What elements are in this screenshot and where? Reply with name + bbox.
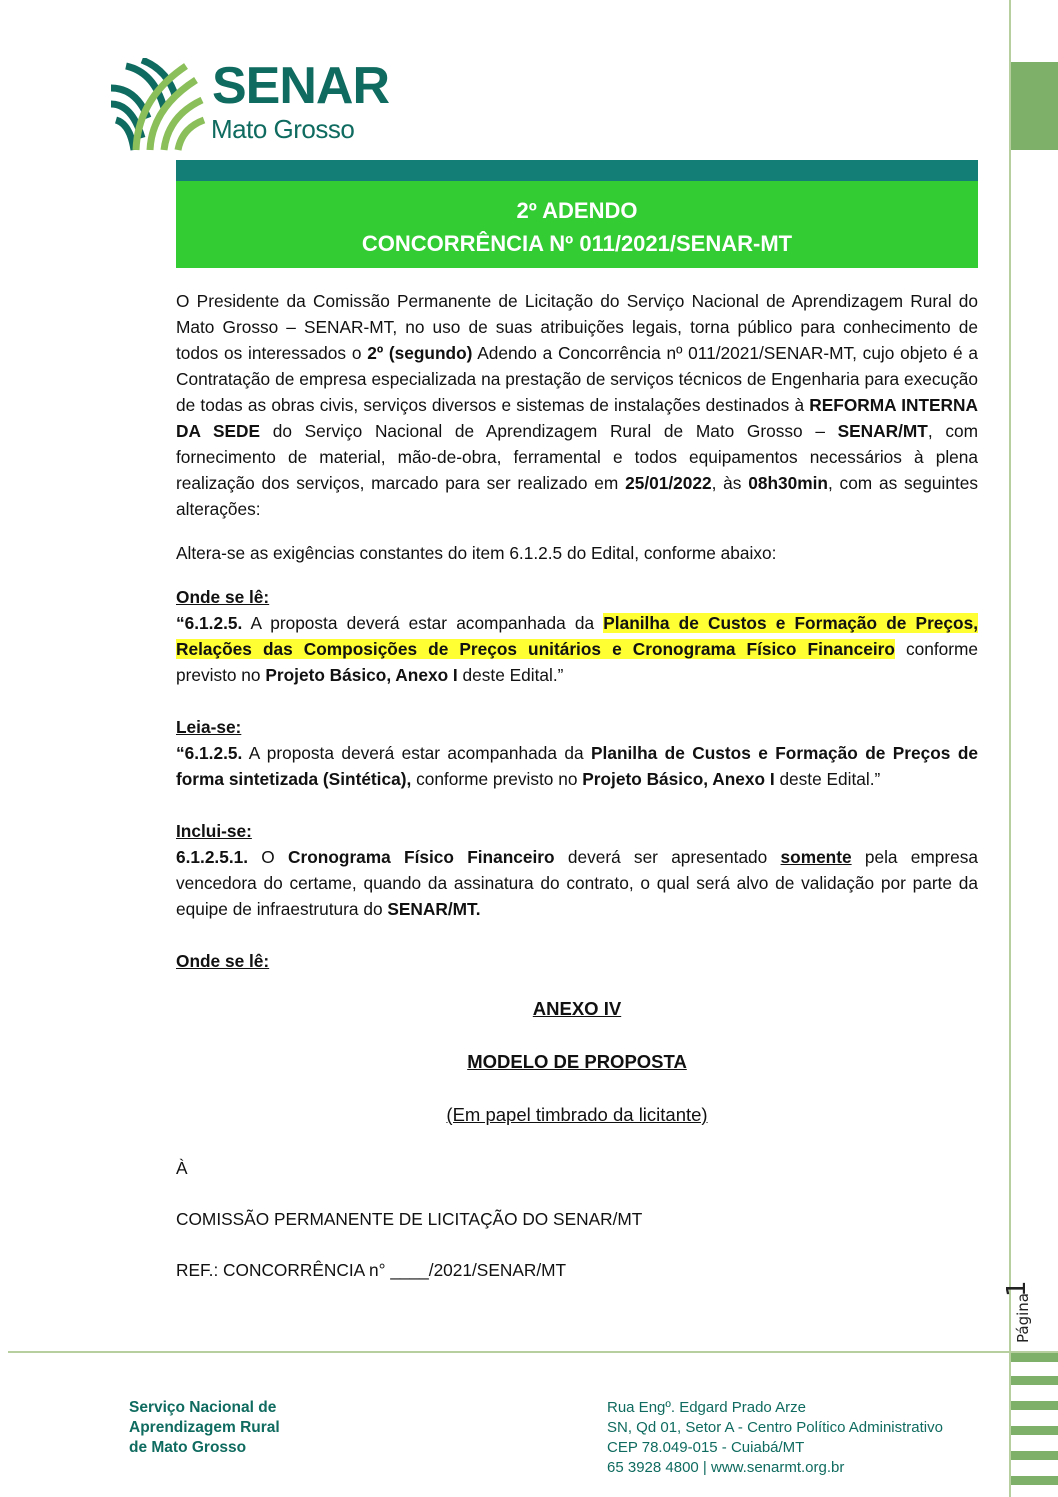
addressee: À: [176, 1158, 188, 1178]
text-segment: “6.1.2.5.: [176, 743, 243, 763]
footer-divider: [8, 1351, 1058, 1353]
text-segment: do Serviço Nacional de Aprendizagem Rural de Mato Grosso –: [260, 421, 838, 441]
senar-logo: [106, 57, 390, 154]
text-segment: conforme previsto no: [411, 769, 583, 789]
text-segment: Adendo a Concorrência nº 011/2021/SENAR-MT, cujo objeto é a Contratação de empresa especializada na prestação de serviços técnicos de Engenharia para execução de todas as obras civis, serviços diversos e sistemas de instalações destinados à: [176, 343, 978, 415]
annex-note: (Em papel timbrado da licitante): [446, 1104, 708, 1125]
footer-org-line: Aprendizagem Rural: [129, 1419, 280, 1436]
text-segment: , às: [711, 473, 749, 493]
page-number: [1000, 1265, 1040, 1345]
leia-se-heading: Leia-se:: [176, 717, 242, 737]
footer-org-line: de Mato Grosso: [129, 1439, 247, 1456]
text-segment: “6.1.2.5.: [176, 613, 243, 633]
text-segment: O: [248, 847, 289, 867]
text-segment: 2º (segundo): [367, 343, 473, 363]
document-body: [176, 288, 978, 1283]
leia-se-paragraph: [176, 740, 978, 792]
text-segment: , com as seguintes alterações:: [176, 473, 979, 519]
decor-green-block: [1011, 62, 1058, 150]
text-segment: Altera-se as exigências constantes do item 6.1.2.5 do Edital, conforme abaixo:: [176, 543, 777, 563]
decor-stripe: [1011, 1426, 1058, 1435]
footer-address-line: SN, Qd 01, Setor A - Centro Político Administrativo: [607, 1419, 943, 1436]
addendum-title: 2º ADENDO: [516, 198, 638, 223]
tender-title: CONCORRÊNCIA Nº 011/2021/SENAR-MT: [361, 231, 793, 256]
decor-stripe: [1011, 1353, 1058, 1362]
text-segment: A proposta deverá estar acompanhada da: [242, 613, 604, 633]
onde-se-le-heading: Onde se lê:: [176, 587, 270, 607]
page-label: Página: [1014, 1293, 1032, 1343]
footer-contact-line: 65 3928 4800 | www.senarmt.org.br: [607, 1459, 845, 1476]
text-segment: Cronograma Físico Financeiro: [288, 847, 555, 867]
annex-title: ANEXO IV: [532, 998, 622, 1019]
text-segment: O Presidente da Comissão Permanente de Licitação do Serviço Nacional de Aprendizagem Rural do Mato Grosso – SENAR-MT, no uso de suas atribuições legais, torna público para conhecimento de todos os interessados o: [176, 291, 978, 363]
text-segment: 25/01/2022: [625, 473, 712, 493]
text-segment: Planilha de Custos e Formação de Preços de forma sintetizada (Sintética),: [176, 743, 978, 789]
text-segment: A proposta deverá estar acompanhada da: [242, 743, 591, 763]
text-segment: SENAR/MT.: [387, 899, 481, 919]
text-segment: 6.1.2.5.1.: [176, 847, 249, 867]
intro-paragraph: [176, 288, 978, 522]
text-segment: deverá ser apresentado: [554, 847, 781, 867]
text-segment: Planilha de Custos e Formação de Preços, Relações das Composições de Preços unitários e Cronograma Físico Financeiro: [176, 613, 978, 659]
reference-line: REF.: CONCORRÊNCIA n° ____/2021/SENAR/MT: [176, 1260, 567, 1280]
text-segment: deste Edital.”: [774, 769, 881, 789]
inclui-se-heading: Inclui-se:: [176, 821, 252, 841]
footer-address-line: CEP 78.049-015 - Cuiabá/MT: [607, 1439, 805, 1456]
onde-se-le-paragraph: [176, 610, 978, 688]
text-segment: somente: [780, 847, 852, 867]
onde-se-le-heading-2: Onde se lê:: [176, 951, 270, 971]
text-segment: deste Edital.”: [457, 665, 564, 685]
text-segment: REFORMA INTERNA DA SEDE: [176, 395, 978, 441]
text-segment: pela empresa vencedora do certame, quando da assinatura do contrato, o qual será alvo de validação por parte da equipe de infraestrutura do: [176, 847, 979, 919]
footer-address-line: Rua Engº. Edgard Prado Arze: [607, 1399, 806, 1416]
page-value: 1: [1002, 1280, 1032, 1297]
footer-organization: [129, 1398, 280, 1458]
text-segment: conforme previsto no: [176, 639, 978, 685]
footer-address: [607, 1398, 943, 1478]
logo-subtitle: Mato Grosso: [211, 114, 355, 144]
logo-mark-icon: [106, 58, 206, 154]
text-segment: Projeto Básico, Anexo I: [582, 769, 775, 789]
decor-stripe: [1011, 1401, 1058, 1410]
inclui-se-paragraph: [176, 844, 978, 922]
header-band-top: [176, 160, 978, 181]
document-header: [176, 181, 978, 268]
logo-wordmark: SENAR: [212, 57, 390, 115]
decor-stripe: [1011, 1476, 1058, 1485]
text-segment: , com fornecimento de material, mão-de-obra, ferramental e todos equipamentos necessários à plena realização dos serviços, marcado para ser realizado em: [176, 421, 978, 493]
text-segment: Projeto Básico, Anexo I: [265, 665, 458, 685]
decor-stripe: [1011, 1376, 1058, 1385]
commission-line: COMISSÃO PERMANENTE DE LICITAÇÃO DO SENAR/MT: [176, 1209, 643, 1229]
altera-paragraph: [176, 540, 978, 566]
annex-subtitle: MODELO DE PROPOSTA: [467, 1051, 687, 1072]
text-segment: SENAR/MT: [837, 421, 928, 441]
decor-stripe: [1011, 1451, 1058, 1460]
footer-org-line: Serviço Nacional de: [129, 1399, 277, 1416]
text-segment: 08h30min: [748, 473, 828, 493]
